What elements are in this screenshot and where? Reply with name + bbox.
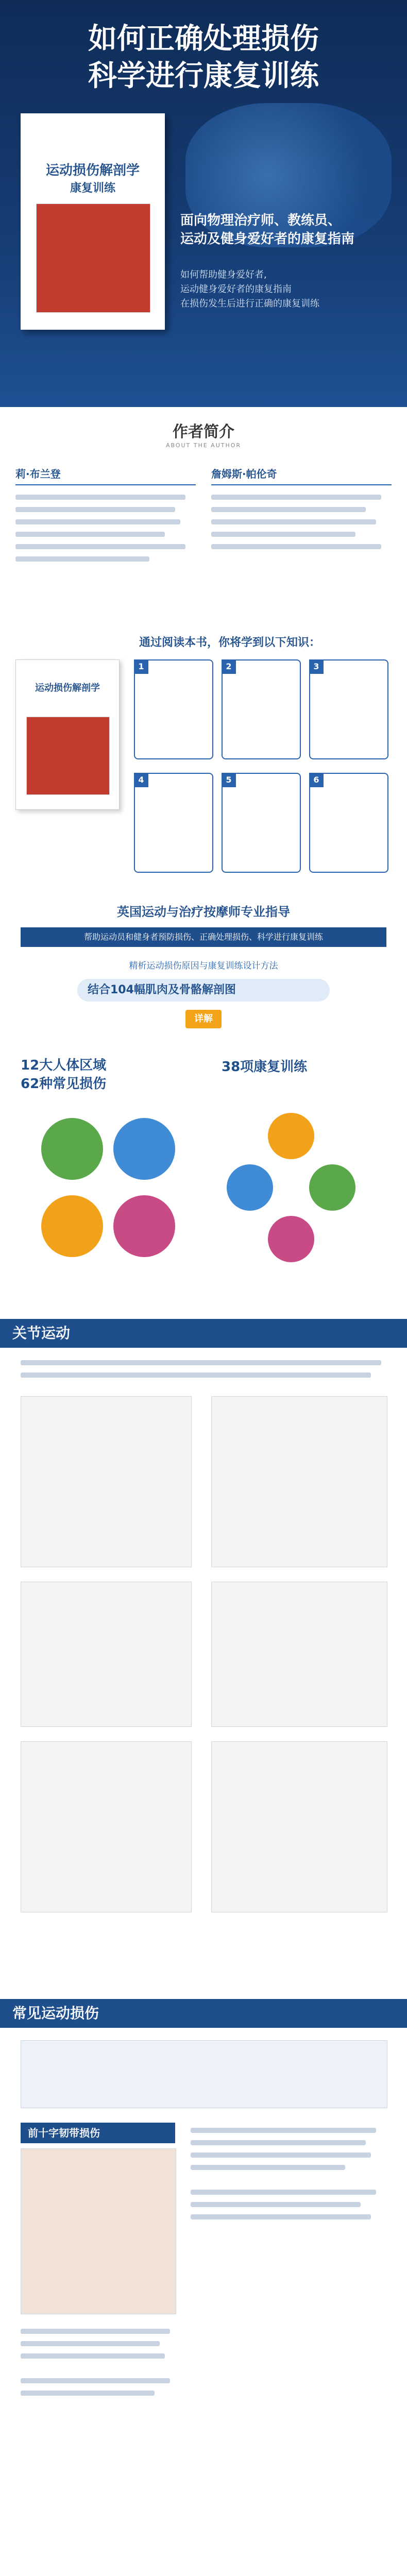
feature-3: 3 [309, 659, 388, 759]
counts-section [0, 1046, 407, 1309]
injuries-table [21, 2040, 387, 2108]
authors-section [0, 407, 407, 623]
feature-2: 2 [222, 659, 301, 759]
rehab-circle-3 [309, 1164, 355, 1211]
feature-5: 5 [222, 773, 301, 873]
count-circle-2 [113, 1118, 175, 1180]
rehab-circle-2 [227, 1164, 273, 1211]
joint-figure-6 [211, 1741, 387, 1912]
feature-1: 1 [134, 659, 213, 759]
book-title: 运动损伤解剖学 [45, 163, 140, 178]
joint-figure-2 [211, 1396, 387, 1567]
knee-desc-column [21, 2329, 175, 2576]
count-circle-4 [113, 1195, 175, 1257]
author2-card [211, 464, 392, 608]
uk-line2: 精析运动损伤原因与康复训练设计方法 [129, 961, 278, 971]
hero-notes: 如何帮助健身爱好者, 运动健身爱好者的康复指南 在损伤发生后进行正确的康复训练 [180, 269, 319, 309]
rehab-circle-4 [268, 1216, 314, 1262]
hero-book-cover [21, 113, 165, 330]
knee-text-column [191, 2123, 386, 2514]
counts-right: 38项康复训练 [222, 1059, 308, 1075]
joint-section [0, 1309, 407, 1994]
features-section [0, 623, 407, 891]
knee-anatomy-figure [21, 2148, 176, 2314]
counts-left: 12大人体区域 62种常见损伤 [21, 1058, 107, 1092]
feature-6: 6 [309, 773, 388, 873]
details-button[interactable]: 详解 [185, 1010, 222, 1028]
knee-label-bar: 前十字韧带损伤 [21, 2123, 175, 2143]
joint-figure-5 [21, 1741, 192, 1912]
count-circle-1 [41, 1118, 103, 1180]
hero-title: 如何正确处理损伤 科学进行康复训练 [88, 22, 319, 93]
author1-card [15, 464, 196, 608]
hero-section [0, 0, 407, 407]
joint-figure-1 [21, 1396, 192, 1567]
authors-subheading: ABOUT THE AUTHOR [165, 442, 242, 449]
uk-highlight: 结合104幅肌肉及骨骼解剖图 [77, 979, 330, 1002]
rehab-circle-1 [268, 1113, 314, 1159]
author2-label: 詹姆斯·帕伦奇 [211, 464, 392, 485]
joint-figure-4 [211, 1582, 387, 1727]
joint-heading: 关节运动 [0, 1319, 407, 1348]
uk-banner: 英国运动与治疗按摩师专业指导 [117, 905, 290, 919]
cover-figure-illustration [36, 204, 150, 313]
uk-section [0, 891, 407, 1046]
book-title2: 康复训练 [70, 182, 115, 195]
features-book: 运动损伤解剖学 [15, 659, 120, 810]
count-circle-3 [41, 1195, 103, 1257]
author1-label: 莉·布兰登 [15, 464, 196, 485]
features-intro: 通过阅读本书，你将学到以下知识： [139, 636, 321, 649]
injuries-heading: 常见运动损伤 [0, 1999, 407, 2028]
hero-tagline: 面向物理治疗师、教练员、 运动及健身爱好者的康复指南 [180, 213, 355, 247]
injuries-section [0, 1994, 407, 2576]
features-book-figure [26, 717, 110, 795]
authors-heading: 作者简介 [173, 423, 234, 441]
uk-line1: 帮助运动员和健身者预防损伤、正确处理损伤、科学进行康复训练 [21, 927, 386, 947]
feature-4: 4 [134, 773, 213, 873]
joint-figure-3 [21, 1582, 192, 1727]
